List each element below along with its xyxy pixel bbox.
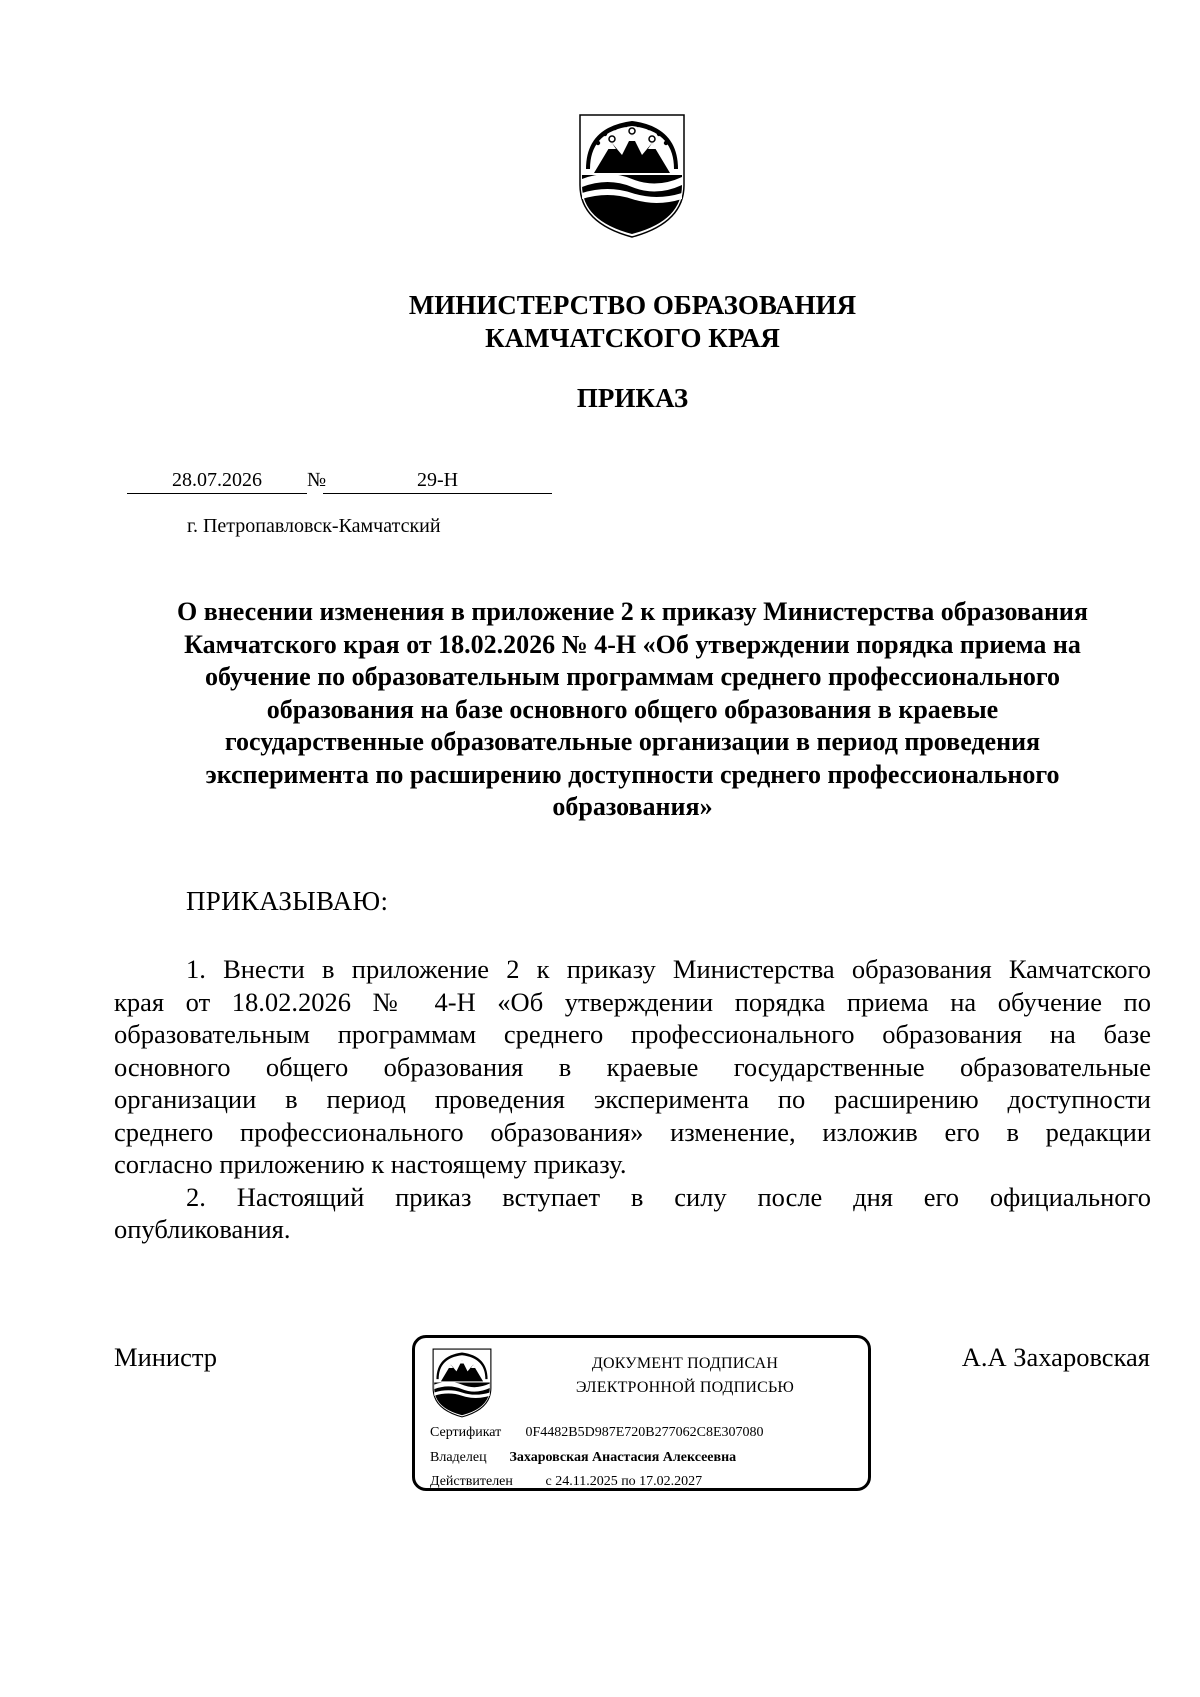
stamp-validity-row [430,1474,702,1490]
order-body [114,953,1151,1246]
paragraph-1-line: основного общего образования в краевые государственные образовательные [114,1051,1151,1082]
subject-line: эксперимента по расширению доступности среднего профессионального [205,759,1060,789]
owner-value: Захаровская Анастасия Алексеевна [509,1450,737,1465]
paragraph-1-line: края от 18.02.2026 № 4-Н «Об утверждении порядка приема на обучение по [114,986,1151,1017]
signer-position: Министр [114,1342,218,1372]
city: г. Петропавловск-Камчатский [187,515,441,537]
stamp-title-line-1: ДОКУМЕНТ ПОДПИСАН [591,1355,779,1372]
paragraph-1-line: 1. Внести в приложение 2 к приказу Министерства образования Камчатского [186,954,1151,984]
paragraph-1-line: организации в период проведения эксперимента по расширению доступности [114,1084,1151,1114]
document-date: 28.07.2026 [127,469,307,494]
subject-line: О внесении изменения в приложение 2 к приказу Министерства образования [177,597,1088,626]
certificate-label: Сертификат [430,1425,502,1440]
ministry-line-1: МИНИСТЕРСТВО ОБРАЗОВАНИЯ [408,290,857,320]
subject-line: Камчатского края от 18.02.2026 № 4-Н «Об утверждении порядка приема на [184,629,1081,659]
subject-line: образования» [552,792,713,821]
validity-value: с 24.11.2025 по 17.02.2027 [545,1474,703,1489]
paragraph-1-line: среднего профессионального образования» изменение, изложив его в редакции [114,1116,1151,1147]
certificate-value: 0F4482B5D987E720B277062C8E307080 [525,1425,764,1440]
registration-line [127,469,552,495]
signer-name: А.А Захаровская [961,1342,1150,1372]
stamp-owner-row [430,1450,736,1466]
stamp-title-line-2: ЭЛЕКТРОННОЙ ПОДПИСЬЮ [575,1379,795,1396]
order-heading: ПРИКАЗЫВАЮ: [186,886,389,916]
document-type: ПРИКАЗ [576,383,689,413]
ministry-line-2: КАМЧАТСКОГО КРАЯ [485,323,780,353]
coat-of-arms-emblem [578,113,686,239]
document-subject [120,596,1145,824]
paragraph-1-line: согласно приложению к настоящему приказу. [114,1149,627,1179]
subject-line: образования на базе основного общего образования в краевые [266,694,999,724]
stamp-certificate-row [430,1425,764,1441]
document-number: 29-Н [323,469,552,494]
paragraph-2-line: опубликования. [114,1214,291,1244]
paragraph-1-line: образовательным программам среднего профессионального образования на базе [114,1019,1151,1049]
electronic-signature-stamp [412,1335,871,1491]
validity-label: Действителен [430,1474,513,1489]
subject-line: государственные образовательные организации в период проведения [224,727,1041,756]
paragraph-2-line: 2. Настоящий приказ вступает в силу после дня его официального [186,1181,1151,1212]
ministry-name [0,289,1200,355]
number-sign: № [307,469,327,491]
owner-label: Владелец [430,1450,487,1465]
stamp-title [515,1352,855,1400]
subject-line: обучение по образовательным программам среднего профессионального [204,662,1061,691]
stamp-emblem-icon [432,1348,492,1418]
